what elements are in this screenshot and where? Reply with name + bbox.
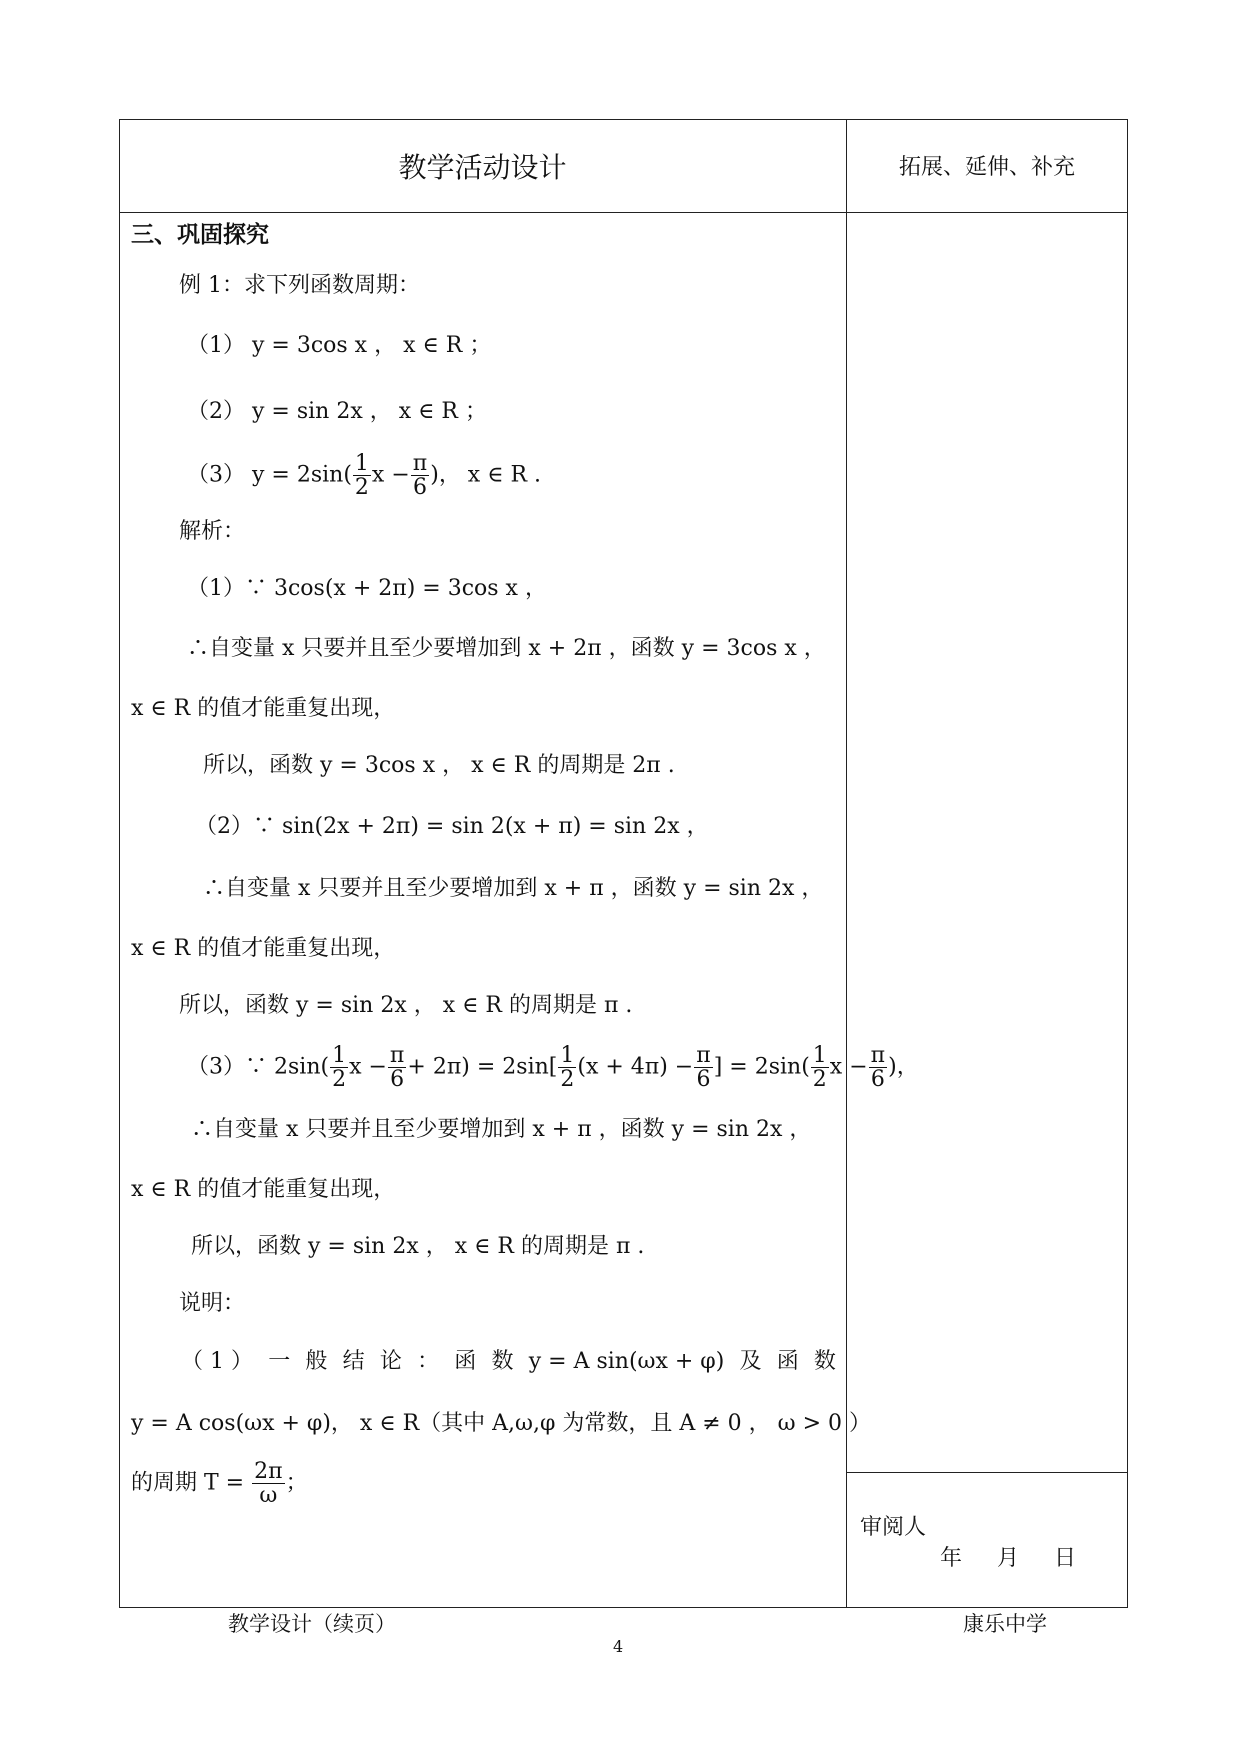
fraction: $\frac{\pi}{6}$ <box>412 451 428 501</box>
sol1-line4: 所以，函数 y = 3cos x ， x ∈ R 的周期是 2π . <box>203 753 675 778</box>
analysis-label: 解析： <box>179 519 246 544</box>
sol2-line3: x ∈ R 的值才能重复出现， <box>131 936 396 961</box>
problem-3-mid: x − <box>371 462 410 488</box>
column-divider <box>846 119 847 1608</box>
fraction: $\frac{\pi}{6}$ <box>696 1043 711 1093</box>
sol1-line2: ∴自变量 x 只要并且至少要增加到 x + 2π ，函数 y = 3cos x ， <box>187 636 826 661</box>
fraction: $\frac{1}{2}$ <box>332 1043 347 1093</box>
footer-left: 教学设计（续页） <box>228 1612 396 1636</box>
fraction: $\frac{1}{2}$ <box>560 1043 575 1093</box>
sol1-line1: （1）∵ 3cos(x + 2π) = 3cos x ， <box>187 576 547 601</box>
fraction: $\frac{1}{2}$ <box>354 451 369 501</box>
fraction: $\frac{2\pi}{\omega}$ <box>254 1459 283 1509</box>
fraction: $\frac{\pi}{6}$ <box>870 1043 886 1093</box>
note-line-3: 的周期 T = $\frac{2\pi}{\omega}$ ； <box>131 1459 308 1509</box>
fraction: $\frac{1}{2}$ <box>812 1043 827 1093</box>
sol3-line3: x ∈ R 的值才能重复出现， <box>131 1177 396 1202</box>
sol2-line2: ∴自变量 x 只要并且至少要增加到 x + π ，函数 y = sin 2x ， <box>203 876 824 901</box>
note-line-1: （ 1 ） 一 般 结 论 ： 函 数 y = A sin(ωx + φ) 及 函 数 <box>181 1349 836 1374</box>
header-left-title: 教学活动设计 <box>398 150 567 184</box>
date-label: 年 月 日 <box>940 1546 1076 1571</box>
problem-3-prefix: （3） y = 2sin( <box>187 462 352 488</box>
example-intro: 例 1：求下列函数周期： <box>179 273 420 298</box>
problem-3-suffix: )， x ∈ R . <box>430 462 542 488</box>
problem-3 <box>187 452 541 499</box>
problem-1: （1） y = 3cos x ， x ∈ R ； <box>187 333 492 358</box>
reviewer-divider <box>846 1472 1128 1473</box>
sol1-line3: x ∈ R 的值才能重复出现， <box>131 696 396 721</box>
fraction: $\frac{\pi}{6}$ <box>389 1043 405 1093</box>
sol3-expression: （3）∵ 2sin( $\frac{1}{2}$ x − $\frac{\pi}{6}$ + 2π) = 2sin[ $\frac{1}{2}$ (x + 4π) − $\frac{\pi}{6}$ ] = 2sin( $\frac{1}{2}$ x − $\frac{\pi}{6}$ )， <box>187 1043 919 1093</box>
sol3-line4: 所以，函数 y = sin 2x ， x ∈ R 的周期是 π . <box>191 1234 645 1259</box>
sol2-line4: 所以，函数 y = sin 2x ， x ∈ R 的周期是 π . <box>179 993 633 1018</box>
header-divider <box>119 212 1128 213</box>
problem-2: （2） y = sin 2x ， x ∈ R ； <box>187 399 487 424</box>
note-label: 说明： <box>179 1291 246 1316</box>
sol2-line1: （2）∵ sin(2x + 2π) = sin 2(x + π) = sin 2x ， <box>195 814 709 839</box>
footer-right: 康乐中学 <box>963 1612 1047 1636</box>
sol3-line2: ∴自变量 x 只要并且至少要增加到 x + π ，函数 y = sin 2x ， <box>191 1117 812 1142</box>
section-title: 三、巩固探究 <box>131 221 269 248</box>
header-right-title: 拓展、延伸、补充 <box>898 155 1075 180</box>
note-line-2: y = A cos(ωx + φ)， x ∈ R（其中 A,ω,φ 为常数，且 A ≠ 0 ， ω > 0 ） <box>131 1411 871 1436</box>
reviewer-label: 审阅人 <box>860 1515 927 1540</box>
page-number: 4 <box>613 1637 624 1656</box>
